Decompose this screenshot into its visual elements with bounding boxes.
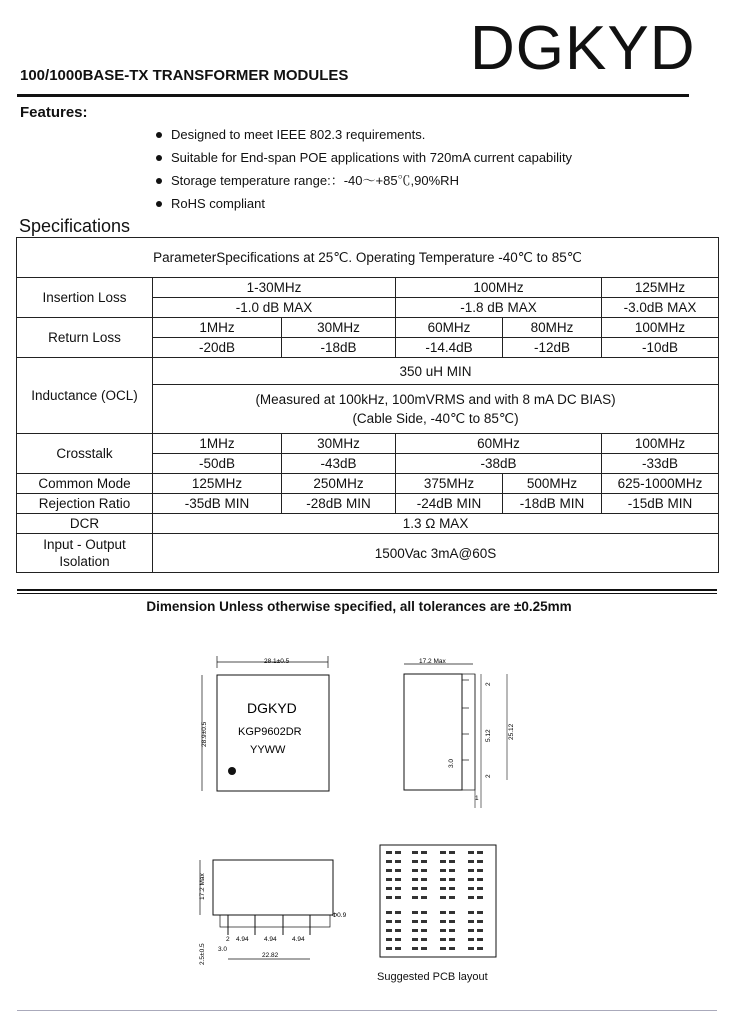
table-cell: -24dB MIN	[396, 494, 503, 514]
part-brand: DGKYD	[247, 700, 297, 716]
date-code: YYWW	[250, 744, 286, 756]
side-view-drawing	[395, 650, 525, 810]
pcb-layout-drawing	[378, 843, 500, 961]
dimension-heading: Dimension Unless otherwise specified, all tolerances are ±0.25mm	[146, 599, 572, 614]
bullet-icon	[156, 132, 162, 138]
table-row	[17, 278, 719, 298]
bullet-icon	[156, 155, 162, 161]
feature-item: Designed to meet IEEE 802.3 requirements.	[153, 127, 572, 150]
table-cell: 375MHz	[396, 474, 503, 494]
table-cell: -20dB	[153, 338, 282, 358]
front-span-dim: 22.82	[262, 952, 279, 959]
section-divider	[17, 593, 717, 594]
document-title: 100/1000BASE-TX TRANSFORMER MODULES	[20, 67, 349, 84]
front-view-drawing	[190, 855, 360, 970]
side-dim-6: 1	[475, 795, 479, 802]
table-cell: -12dB	[503, 338, 602, 358]
table-cell: -15dB MIN	[602, 494, 719, 514]
table-cell: 60MHz	[396, 318, 503, 338]
return-loss-label: Return Loss	[17, 318, 153, 358]
side-dim-1: 2	[485, 682, 492, 686]
table-cell: 250MHz	[282, 474, 396, 494]
side-max-dim: 17.2 Max	[419, 658, 446, 665]
front-pitch-3: 4.94	[292, 936, 305, 943]
feature-item: Storage temperature range:：-40～+85℃,90%RH	[153, 173, 572, 196]
crosstalk-label: Crosstalk	[17, 434, 153, 474]
top-height-dim: 28.9±0.5	[201, 721, 208, 747]
side-dim-4: 3.0	[448, 758, 455, 768]
table-cell: 80MHz	[503, 318, 602, 338]
table-cell: 125MHz	[602, 278, 719, 298]
table-cell: 350 uH MIN	[153, 358, 719, 385]
table-cell: 1MHz	[153, 434, 282, 454]
cmrr-label-2: Rejection Ratio	[17, 494, 153, 514]
table-row	[17, 434, 719, 454]
table-cell: 125MHz	[153, 474, 282, 494]
table-row	[17, 318, 719, 338]
table-cell: 1-30MHz	[153, 278, 396, 298]
table-row	[17, 474, 719, 494]
isolation-label: Input - Output Isolation	[17, 534, 153, 573]
table-row	[17, 494, 719, 514]
table-cell: -35dB MIN	[153, 494, 282, 514]
front-lead-dim: 3.0	[218, 946, 228, 953]
specifications-table	[16, 237, 719, 573]
features-heading: Features:	[20, 104, 88, 121]
table-row	[17, 514, 719, 534]
table-cell: 100MHz	[602, 318, 719, 338]
table-cell: -1.8 dB MAX	[396, 298, 602, 318]
table-cell: 100MHz	[396, 278, 602, 298]
side-dim-3: 25.12	[508, 723, 515, 740]
table-cell: 500MHz	[503, 474, 602, 494]
feature-item: Suitable for End-span POE applications with 720mA current capability	[153, 150, 572, 173]
table-cell: -33dB	[602, 454, 719, 474]
side-dim-5: 2	[485, 774, 492, 778]
front-gap: 2	[226, 936, 230, 943]
table-cell: 60MHz	[396, 434, 602, 454]
brand-logo: DGKYD	[470, 14, 696, 83]
front-pitch-1: 4.94	[236, 936, 249, 943]
spec-caption: ParameterSpecifications at 25℃. Operating Temperature -40℃ to 85℃	[17, 238, 719, 278]
inductance-label: Inductance (OCL)	[17, 358, 153, 434]
dcr-label: DCR	[17, 514, 153, 534]
front-pitch-2: 4.94	[264, 936, 277, 943]
front-foot-dim: 2.5±0.5	[199, 943, 206, 965]
table-cell: -28dB MIN	[282, 494, 396, 514]
features-list	[153, 127, 572, 219]
table-row	[17, 238, 719, 278]
part-number: KGP9602DR	[238, 726, 302, 738]
table-row	[17, 358, 719, 385]
specifications-heading: Specifications	[19, 216, 131, 236]
section-divider	[17, 589, 717, 591]
top-width-dim: 28.1±0.5	[264, 658, 290, 665]
table-cell: -38dB	[396, 454, 602, 474]
front-pin-dim: Φ0.9	[332, 912, 347, 919]
table-cell: 1MHz	[153, 318, 282, 338]
pin1-marker-icon	[228, 767, 236, 775]
table-cell: 100MHz	[602, 434, 719, 454]
page-footer-rule	[17, 1010, 717, 1011]
inductance-note: (Measured at 100kHz, 100mVRMS and with 8 mA DC BIAS) (Cable Side, -40℃ to 85℃)	[153, 385, 719, 434]
table-cell: -18dB MIN	[503, 494, 602, 514]
bullet-icon	[156, 178, 162, 184]
table-cell: -14.4dB	[396, 338, 503, 358]
table-cell: 1500Vac 3mA@60S	[153, 534, 719, 573]
table-cell: -50dB	[153, 454, 282, 474]
bullet-icon	[156, 201, 162, 207]
insertion-loss-label: Insertion Loss	[17, 278, 153, 318]
table-cell: -1.0 dB MAX	[153, 298, 396, 318]
table-cell: 30MHz	[282, 318, 396, 338]
cmrr-label-1: Common Mode	[17, 474, 153, 494]
table-cell: -10dB	[602, 338, 719, 358]
table-cell: 30MHz	[282, 434, 396, 454]
side-dim-2: 5.12	[485, 729, 492, 742]
table-cell: -18dB	[282, 338, 396, 358]
feature-item: RoHS compliant	[153, 196, 572, 219]
top-view-drawing	[190, 650, 340, 800]
table-row	[17, 534, 719, 573]
table-cell: -43dB	[282, 454, 396, 474]
title-rule	[17, 94, 689, 97]
table-cell: 625-1000MHz	[602, 474, 719, 494]
pcb-pad-grid	[386, 851, 483, 950]
front-max-dim: 17.2 Max	[199, 873, 206, 900]
table-cell: 1.3 Ω MAX	[153, 514, 719, 534]
pcb-layout-caption: Suggested PCB layout	[377, 971, 488, 983]
table-cell: -3.0dB MAX	[602, 298, 719, 318]
